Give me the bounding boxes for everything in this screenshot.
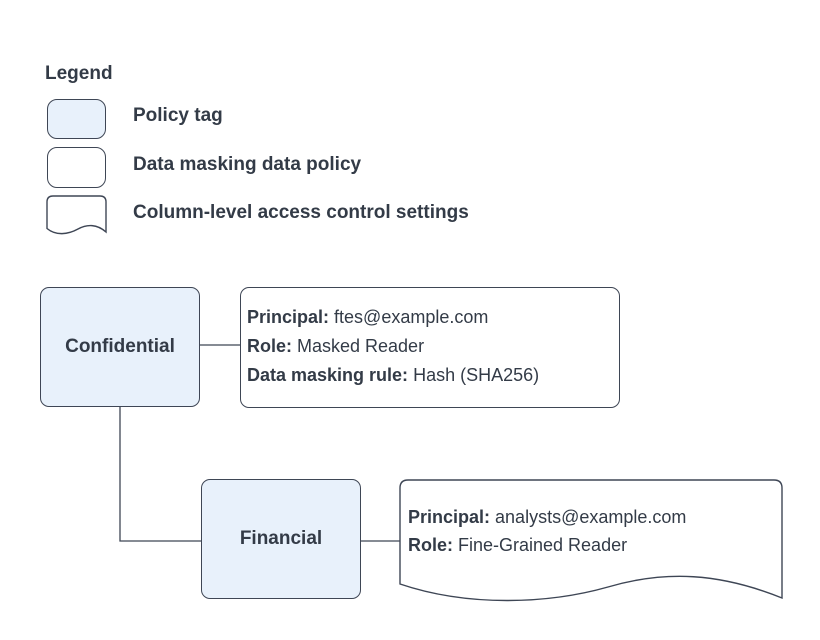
legend-label-policy-tag: Policy tag <box>133 105 223 126</box>
financial-policy-text <box>408 481 778 581</box>
financial-node-label: Financial <box>239 528 323 549</box>
policy-tag-node-confidential[interactable] <box>40 287 200 407</box>
confidential-policy-text <box>247 287 617 406</box>
policy-tag-swatch <box>47 99 106 139</box>
policy-tag-node-financial[interactable] <box>201 479 361 599</box>
policy-line-principal: Principal: ftes@example.com <box>247 307 489 327</box>
policy-line-role: Role: Masked Reader <box>247 336 425 356</box>
policy-line-role: Role: Fine-Grained Reader <box>408 535 628 555</box>
legend-label-column-access: Column-level access control settings <box>133 202 469 223</box>
policy-line-masking-rule: Data masking rule: Hash (SHA256) <box>247 365 540 385</box>
column-access-swatch-document-shape <box>47 196 106 234</box>
confidential-node-label: Confidential <box>65 336 175 357</box>
legend-title: Legend <box>45 63 113 84</box>
policy-line-principal: Principal: analysts@example.com <box>408 507 687 527</box>
legend-label-data-masking: Data masking data policy <box>133 154 362 175</box>
data-masking-policy-swatch <box>47 147 106 188</box>
connector-confidential-to-financial <box>120 406 201 541</box>
